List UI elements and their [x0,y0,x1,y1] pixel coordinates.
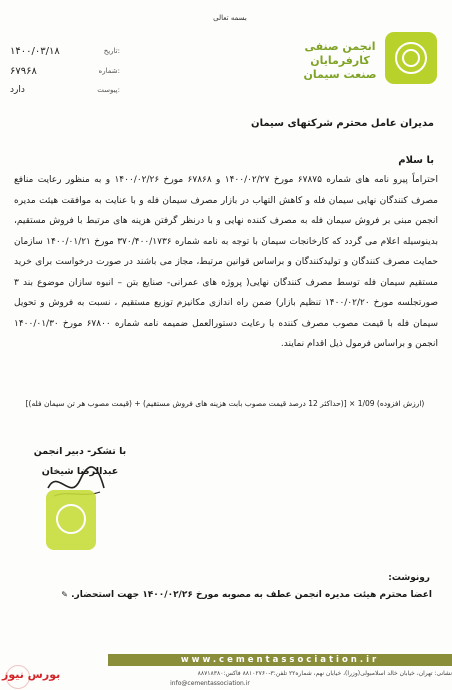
footer-address: نشانی: تهران، خیابان خالد اسلامبولی(وزرا)، خیابان نهم، شماره۲۲ تلفن:۳-۸۸۱۰۲۷۶۰ فاکس:۸۸۷۱۸۳۸۰ [197,670,452,677]
pricing-formula: (ارزش افزوده) 1/09 × [(حداکثر 12 درصد قیمت مصوب بابت هزینه های فروش مستقیم) + (قیمت مصوب هر تن سیمان فله)] [25,399,425,408]
association-stamp-icon [46,490,96,550]
attachment-value: دارد [10,85,25,95]
attachment-label: پیوست: [97,86,120,94]
letter-body: احتراماً پیرو نامه های شماره ۶۷۸۷۵ مورخ ۱۴۰۰/۰۲/۲۷ و ۶۷۸۶۸ مورخ ۱۴۰۰/۰۲/۲۶ و به منظور رعایت منافع مصرف کنندگان نهایی سیمان فله و کاهش التهاب در بازار مصرف سیمان فله و با عنایت به موافقت هیئت مدیره انجمن مبنی بر فروش سیمان فله به مصرف کننده نهایی و با درنظر گرفتن هزینه های مرتبط با فروش مستقیم، بدینوسیله اعلام می گردد که کارخانجات سیمان با توجه به نامه شماره ۳۷۰/۴۰۰/۱۷۳۶ مورخ ۱۴۰۰/۰۱/۲۱ سازمان حمایت مصرف کنندگان و تولیدکنندگان و براساس قوانین مرتبط، مجاز می باشند در صورت درخواست برای خرید مستقیم سیمان فله توسط مصرف کنندگان نهایی( پروژه های عمرانی- صنایع بتن – انبوه سازان موضوع بند ۳ صورتجلسه مورخ ۱۴۰۰/۰۲/۲۰ تنظیم بازار) ضمن راه اندازی مکانیزم توزیع مستقیم ، نسبت به فروش و تحویل سیمان فله با قیمت مصوب مصرف کننده با رعایت دستورالعمل ضمیمه نامه شماره ۶۷۸۰۰ مورخ ۱۴۰۰/۰۱/۳۰ انجمن و براساس فرمول ذیل اقدام نمایند. [14,175,439,349]
number-label: شماره: [98,67,120,75]
date-label: تاریخ: [103,47,120,55]
cc-label: رونوشت: [388,573,430,583]
salutation: با سلام [398,155,434,166]
signature-name: عبدالرضا شیخان [41,466,119,477]
bismillah: بسمه تعالی [213,14,247,22]
cc-recipients [20,590,432,600]
organization-name [300,40,380,82]
letter-meta [10,44,120,98]
org-name-line1: انجمن صنفی [304,40,376,53]
footer-email[interactable]: info@cementassociation.ir [170,680,250,687]
date-value: ۱۴۰۰/۰۳/۱۸ [10,45,60,57]
org-name-line3: صنعت سیمان [303,68,377,81]
org-name-line2: کارفرمایان [310,54,370,67]
brand-watermark: بورس نیوز [2,668,61,681]
cement-association-logo-icon [385,32,437,84]
footer-website[interactable]: www.cementassociation.ir [180,655,380,665]
recipient: مدیران عامل محترم شرکتهای سیمان [251,118,434,129]
cc-text: اعضا محترم هیئت مدیره انجمن عطف به مصوبه مورخ ۱۴۰۰/۰۲/۲۶ جهت استحضار. [71,590,432,600]
signature-title: با تشکر- دبیر انجمن [33,446,127,457]
bullet-icon: ✎ [61,590,68,599]
number-value: ۶۷۹۶۸ [10,65,37,77]
